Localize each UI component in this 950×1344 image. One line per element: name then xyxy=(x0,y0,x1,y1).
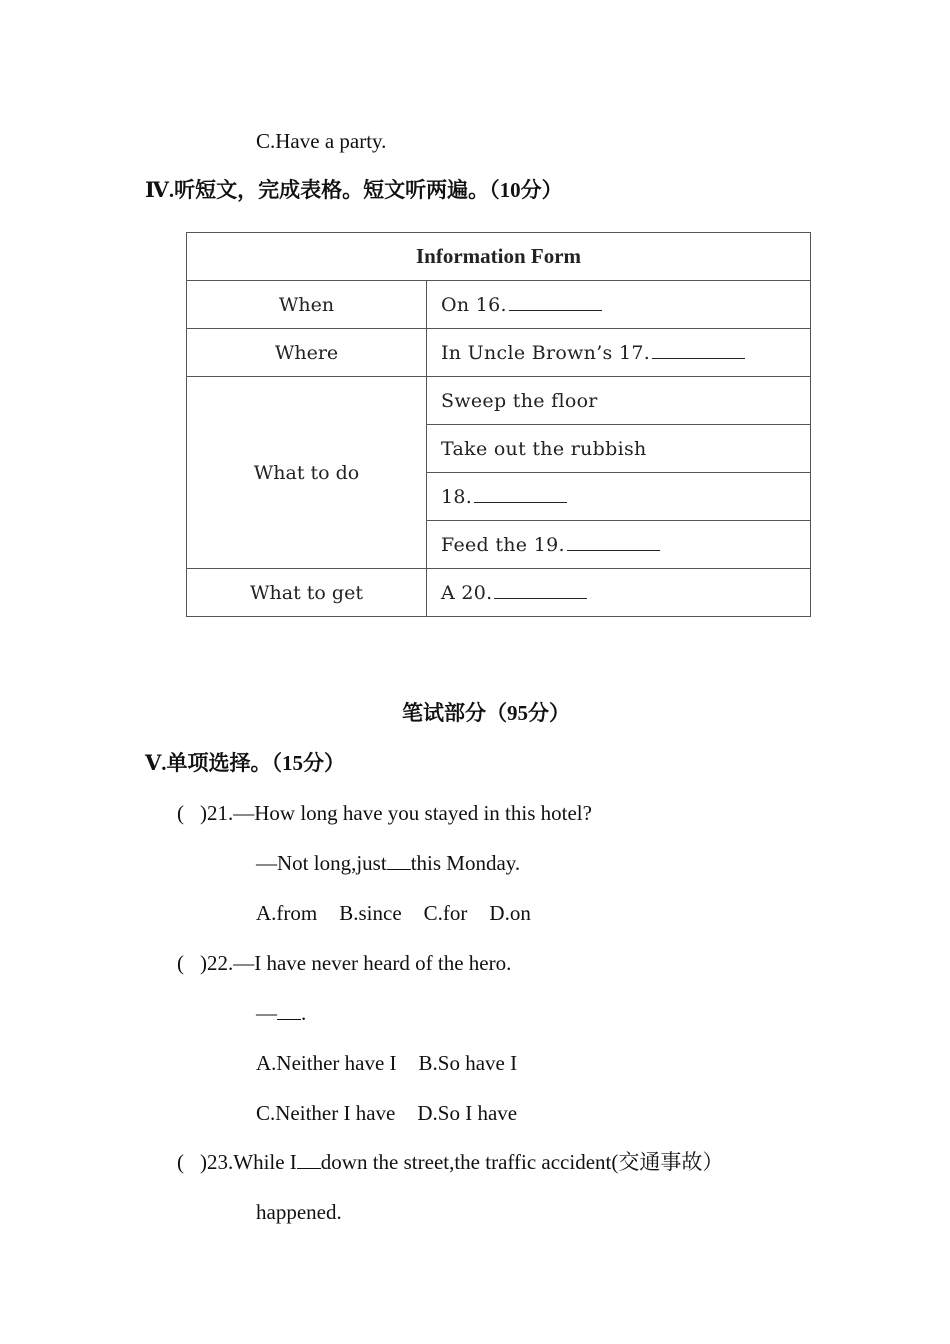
section-4-title: Ⅳ.听短文，完成表格。短文听两遍。（10分） xyxy=(145,178,563,202)
table-row-what-to-get xyxy=(187,569,811,617)
table-row-what-to-do-1 xyxy=(187,377,811,425)
row-label-where: Where xyxy=(187,329,427,377)
continuation-text: happened. xyxy=(256,1200,342,1224)
question-23-stem xyxy=(177,1149,723,1175)
reply-text-b: . xyxy=(301,1001,307,1025)
reply-text-a: —Not long,just xyxy=(256,851,387,875)
written-part-heading xyxy=(402,700,570,726)
answer-blank-20[interactable] xyxy=(494,582,587,599)
row-value-feed xyxy=(427,521,811,569)
question-21-reply xyxy=(256,850,520,876)
answer-paren: ( xyxy=(177,1150,184,1174)
answer-paren: ( xyxy=(177,951,184,975)
row-value-where xyxy=(427,329,811,377)
blank-21 xyxy=(387,851,411,870)
blank-23 xyxy=(297,1150,321,1169)
value-text: On 16. xyxy=(441,293,507,316)
value-text: 18. xyxy=(441,485,473,508)
section-5-title: Ⅴ.单项选择。（15分） xyxy=(145,751,346,775)
table-title: Information Form xyxy=(187,233,811,281)
option-d: D.So I have xyxy=(417,1101,518,1125)
question-22-reply xyxy=(256,1000,306,1026)
row-value-when xyxy=(427,281,811,329)
option-a: A.Neither have I xyxy=(256,1051,397,1075)
row-value-what-to-get xyxy=(427,569,811,617)
blank-22 xyxy=(277,1001,301,1020)
row-label-what-to-get: What to get xyxy=(187,569,427,617)
option-a: A.from xyxy=(256,901,318,925)
answer-paren: ( xyxy=(177,801,184,825)
question-23-continuation xyxy=(256,1199,342,1225)
question-21-stem xyxy=(177,800,592,826)
answer-blank-16[interactable] xyxy=(509,294,602,311)
option-b: B.since xyxy=(339,901,402,925)
option-c: C.Neither I have xyxy=(256,1101,396,1125)
section-4-heading xyxy=(145,177,563,203)
question-22-options-line-2 xyxy=(256,1100,517,1126)
option-d: D.on xyxy=(489,901,531,925)
question-21-options xyxy=(256,900,531,926)
question-22-stem xyxy=(177,950,511,976)
option-c: C.for xyxy=(423,901,468,925)
reply-text-a: — xyxy=(256,1001,277,1025)
table-row-where xyxy=(187,329,811,377)
answer-blank-19[interactable] xyxy=(567,534,660,551)
reply-text-b: this Monday. xyxy=(410,851,521,875)
row-value-sweep: Sweep the floor xyxy=(427,377,811,425)
value-text: A 20. xyxy=(441,581,493,604)
written-part-title: 笔试部分（95分） xyxy=(402,701,570,725)
value-text: Feed the 19. xyxy=(441,533,565,556)
stem-text-a: )23.While I xyxy=(200,1150,297,1174)
question-22-options-line-1 xyxy=(256,1050,517,1076)
row-label-what-to-do: What to do xyxy=(187,377,427,569)
option-b: B.So have I xyxy=(418,1051,518,1075)
option-text: C.Have a party. xyxy=(256,129,387,153)
answer-blank-18[interactable] xyxy=(474,486,567,503)
information-form-table xyxy=(186,232,811,617)
row-value-rubbish: Take out the rubbish xyxy=(427,425,811,473)
value-text: In Uncle Brown’s 17. xyxy=(441,341,651,364)
section-5-heading xyxy=(145,750,345,776)
stem-text: )22.—I have never heard of the hero. xyxy=(200,951,512,975)
row-value-18 xyxy=(427,473,811,521)
option-c-have-a-party xyxy=(256,128,386,154)
row-label-when: When xyxy=(187,281,427,329)
table-header-row xyxy=(187,233,811,281)
table-row-when xyxy=(187,281,811,329)
answer-blank-17[interactable] xyxy=(652,342,745,359)
stem-text-b: down the street,the traffic accident(交通事故） xyxy=(320,1150,724,1174)
stem-text: )21.—How long have you stayed in this hotel? xyxy=(200,801,592,825)
